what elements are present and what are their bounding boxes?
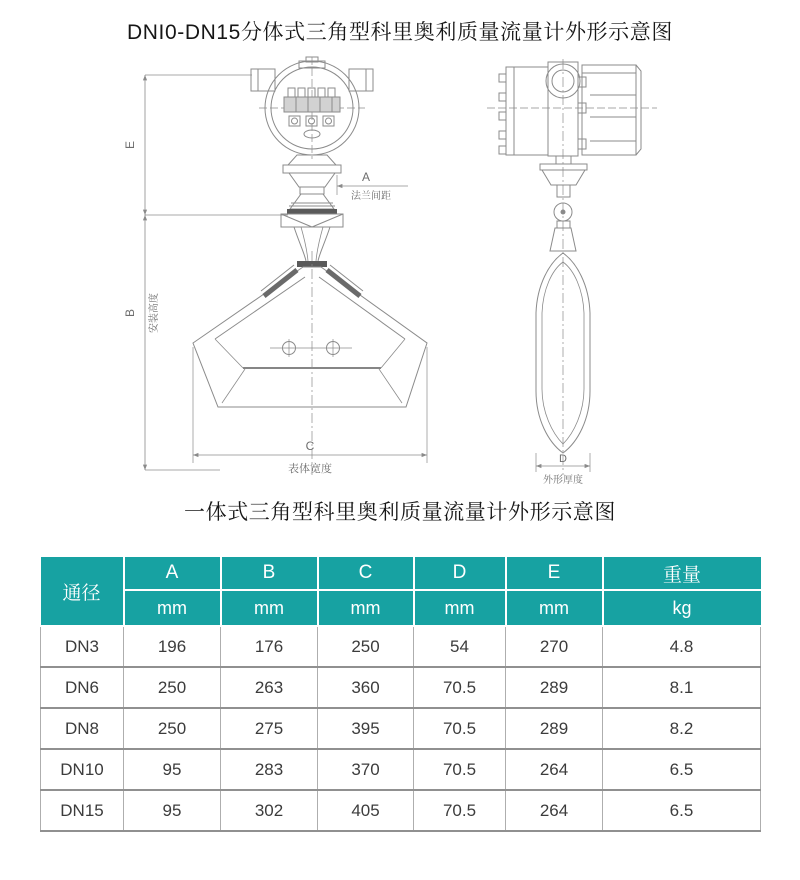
dimension-c <box>193 347 427 475</box>
dim-a-label: A <box>361 170 371 184</box>
header-unit-c: mm <box>318 590 414 626</box>
dim-c-note: 表体宽度 <box>288 463 332 475</box>
header-unit-a: mm <box>124 590 221 626</box>
cell-size: DN8 <box>41 708 124 749</box>
dim-b-note: 安装高度 <box>149 293 160 333</box>
side-view-drawing <box>487 59 657 485</box>
cell-e: 289 <box>506 667 603 708</box>
cell-weight: 4.8 <box>603 626 761 667</box>
cell-e: 289 <box>506 708 603 749</box>
table-body <box>41 626 761 831</box>
cell-d: 70.5 <box>414 790 506 831</box>
table-row-dn8 <box>41 708 761 749</box>
cell-d: 54 <box>414 626 506 667</box>
dim-d-label: D <box>559 453 567 465</box>
transmitter-head-front <box>251 57 373 159</box>
dim-c-label: C <box>305 439 315 453</box>
cell-b: 176 <box>221 626 318 667</box>
cell-weight: 8.1 <box>603 667 761 708</box>
cell-b: 283 <box>221 749 318 790</box>
neck-assembly-front <box>281 155 343 267</box>
header-unit-b: mm <box>221 590 318 626</box>
table-row-dn6 <box>41 667 761 708</box>
dim-b-label: B <box>123 308 137 318</box>
cell-d: 70.5 <box>414 749 506 790</box>
header-col-c: C <box>318 557 414 590</box>
transmitter-head-side <box>487 62 657 156</box>
cell-d: 70.5 <box>414 667 506 708</box>
page-title-integrated: 一体式三角型科里奥利质量流量计外形示意图 <box>184 501 616 524</box>
cell-a: 95 <box>124 790 221 831</box>
dim-a-note: 法兰间距 <box>351 191 391 202</box>
cell-c: 405 <box>318 790 414 831</box>
dimension-a <box>337 170 408 202</box>
header-col-weight: 重量 <box>603 557 761 590</box>
cell-e: 264 <box>506 790 603 831</box>
front-view-drawing <box>123 57 427 475</box>
dimension-table <box>40 557 761 832</box>
cell-a: 95 <box>124 749 221 790</box>
cell-c: 250 <box>318 626 414 667</box>
cell-a: 250 <box>124 667 221 708</box>
cell-e: 270 <box>506 626 603 667</box>
cell-b: 263 <box>221 667 318 708</box>
table-header <box>41 557 761 626</box>
neck-assembly-side <box>540 156 587 251</box>
header-col-a: A <box>124 557 221 590</box>
cell-size: DN15 <box>41 790 124 831</box>
header-unit-weight: kg <box>603 590 761 626</box>
page-title-split: DNI0-DN15分体式三角型科里奥利质量流量计外形示意图 <box>127 21 673 44</box>
outline-drawing <box>0 55 800 485</box>
cell-size: DN3 <box>41 626 124 667</box>
header-col-b: B <box>221 557 318 590</box>
header-col-d: D <box>414 557 506 590</box>
cell-weight: 6.5 <box>603 749 761 790</box>
cell-weight: 8.2 <box>603 708 761 749</box>
cell-b: 302 <box>221 790 318 831</box>
dimension-e-b <box>123 75 288 470</box>
cell-d: 70.5 <box>414 708 506 749</box>
cell-size: DN10 <box>41 749 124 790</box>
header-diameter: 通径 <box>41 557 124 626</box>
bolt-circles <box>270 339 352 357</box>
header-col-e: E <box>506 557 603 590</box>
dim-d-note: 外形厚度 <box>543 475 583 485</box>
table-row-dn15 <box>41 790 761 831</box>
table-row-dn10 <box>41 749 761 790</box>
cell-b: 275 <box>221 708 318 749</box>
cell-c: 370 <box>318 749 414 790</box>
dim-e-label: E <box>123 140 137 150</box>
cell-c: 395 <box>318 708 414 749</box>
cell-a: 196 <box>124 626 221 667</box>
header-unit-e: mm <box>506 590 603 626</box>
header-unit-d: mm <box>414 590 506 626</box>
table-row-dn3 <box>41 626 761 667</box>
cell-weight: 6.5 <box>603 790 761 831</box>
cell-c: 360 <box>318 667 414 708</box>
cell-size: DN6 <box>41 667 124 708</box>
cell-e: 264 <box>506 749 603 790</box>
cell-a: 250 <box>124 708 221 749</box>
